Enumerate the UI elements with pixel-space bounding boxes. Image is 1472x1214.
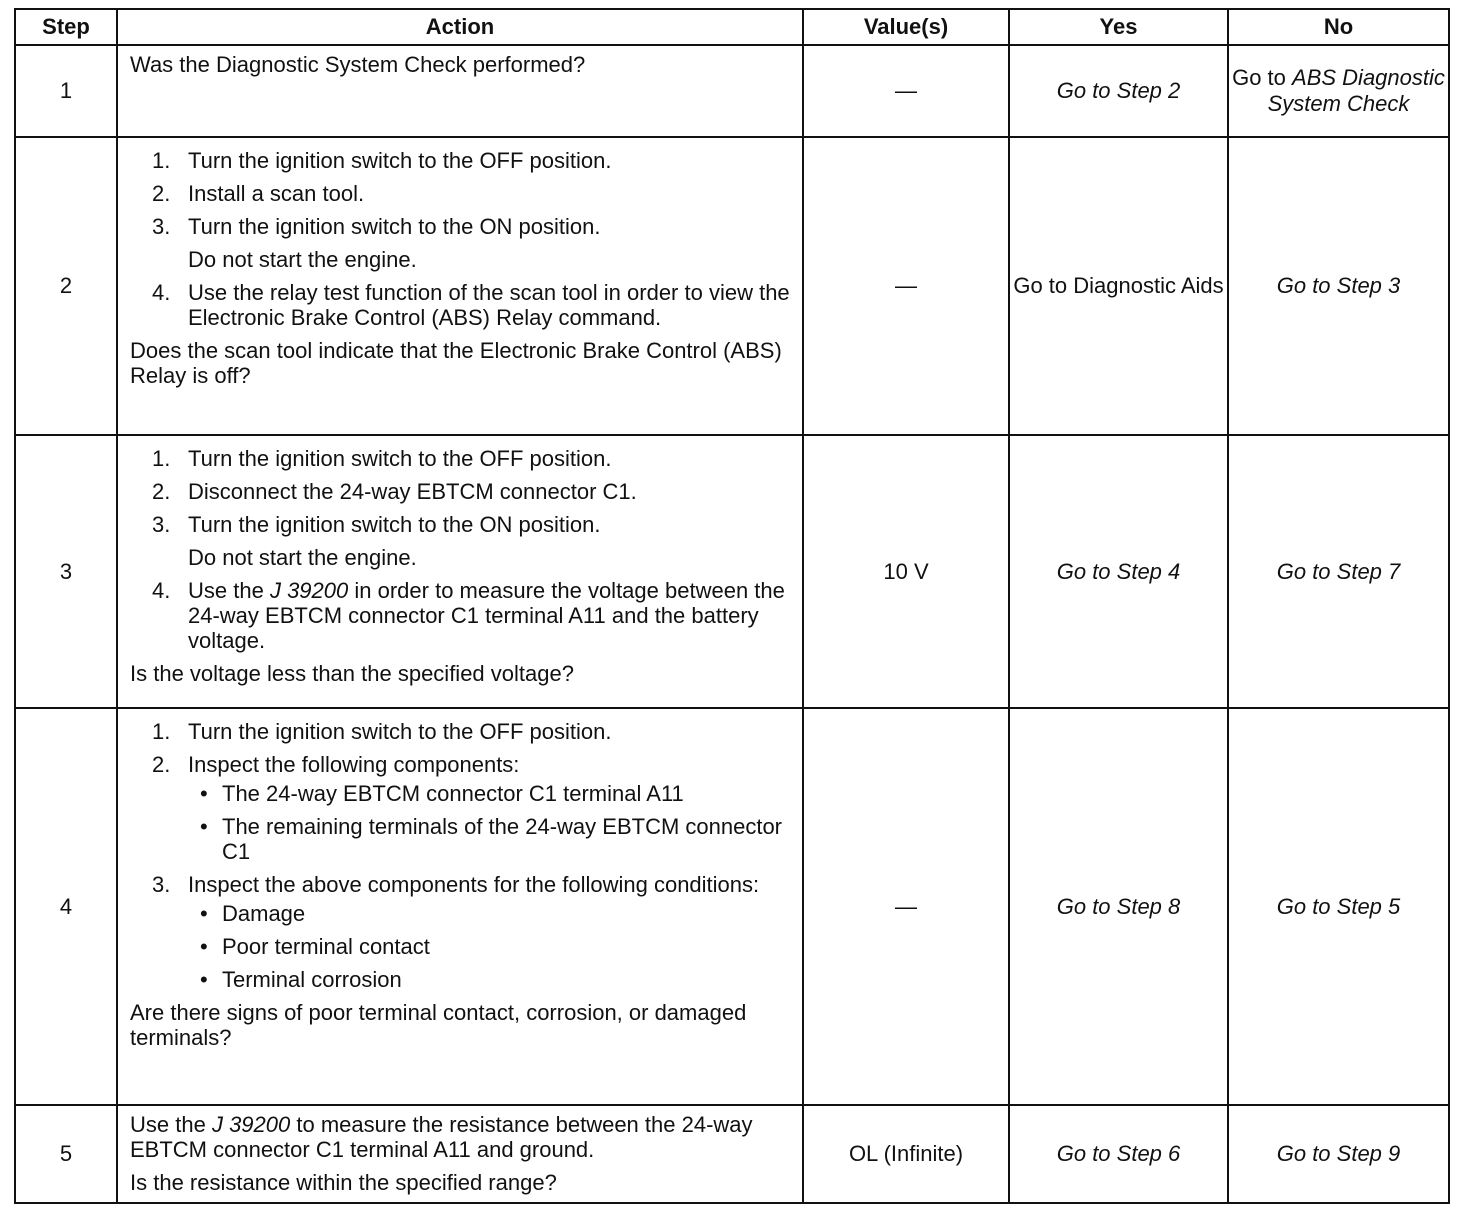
bullet-text: The remaining terminals of the 24-way EBTCM connector C1: [222, 814, 783, 864]
item-text: Inspect the above components for the following conditions:: [188, 872, 760, 897]
item-number: 1.: [152, 148, 171, 173]
bullet-text: Terminal corrosion: [222, 967, 402, 992]
item-note: Do not start the engine.: [188, 545, 417, 570]
bullet-item: [200, 781, 792, 806]
header-action: Action: [117, 9, 803, 45]
table-row-step-3: [15, 435, 1449, 708]
item-text: Turn the ignition switch to the OFF position.: [188, 719, 612, 744]
header-row: [15, 9, 1449, 45]
list-item: [152, 719, 792, 744]
item-number: 2.: [152, 479, 171, 504]
item-text: Use the relay test function of the scan tool in order to view the Electronic Brake Control (ABS) Relay command.: [188, 280, 790, 330]
diagnostic-table: [14, 8, 1450, 1204]
table-row-step-2: [15, 137, 1449, 435]
list-item: [152, 752, 792, 864]
action-cell: [117, 1105, 803, 1203]
action-cell: [117, 137, 803, 435]
list-item: [152, 872, 792, 992]
item-text: Turn the ignition switch to the OFF position.: [188, 148, 612, 173]
diagnostic-table-document: [14, 8, 1448, 1204]
no-cell: Go to Step 5: [1228, 708, 1449, 1105]
bullet-icon: •: [200, 934, 208, 959]
intro-pre: Use the: [130, 1112, 206, 1137]
header-yes: Yes: [1009, 9, 1228, 45]
action-cell: [117, 45, 803, 137]
no-cell: Go to Step 3: [1228, 137, 1449, 435]
no-cell: Go to Step 9: [1228, 1105, 1449, 1203]
item-number: 4.: [152, 280, 171, 305]
procedure-list: [130, 446, 792, 653]
value-cell: 10 V: [803, 435, 1009, 708]
bullet-text: Damage: [222, 901, 306, 926]
item-text-post: in order to measure the voltage between the 24-way EBTCM connector C1 terminal A11 and the battery voltage.: [188, 578, 785, 653]
value-cell: —: [803, 45, 1009, 137]
no-prefix: Go to: [1232, 65, 1286, 90]
step-number: 2: [15, 137, 117, 435]
item-text: Turn the ignition switch to the ON position.: [188, 512, 601, 537]
item-number: 3.: [152, 512, 171, 537]
bullet-item: [200, 934, 792, 959]
header-step: Step: [15, 9, 117, 45]
item-note: Do not start the engine.: [188, 247, 417, 272]
bullet-item: [200, 967, 792, 992]
yes-cell: Go to Diagnostic Aids: [1009, 137, 1228, 435]
list-item: [152, 181, 792, 206]
item-number: 2.: [152, 752, 171, 777]
table-row-step-4: [15, 708, 1449, 1105]
action-cell: [117, 708, 803, 1105]
bullet-icon: •: [200, 901, 208, 926]
tool-reference: J 39200: [269, 578, 349, 603]
tool-reference: J 39200: [211, 1112, 291, 1137]
value-cell: —: [803, 137, 1009, 435]
procedure-list: [130, 148, 792, 330]
item-text: Disconnect the 24-way EBTCM connector C1.: [188, 479, 637, 504]
action-question: Was the Diagnostic System Check performed?: [130, 52, 586, 77]
intro-post: to measure the resistance between the 24-way EBTCM connector C1 terminal A11 and ground.: [130, 1112, 753, 1162]
bullet-list: [188, 901, 792, 992]
no-reference: ABS Diagnostic System Check: [1267, 65, 1445, 116]
item-number: 3.: [152, 872, 171, 897]
header-no: No: [1228, 9, 1449, 45]
no-cell: Go to Step 7: [1228, 435, 1449, 708]
value-cell: OL (Infinite): [803, 1105, 1009, 1203]
value-cell: —: [803, 708, 1009, 1105]
bullet-text: Poor terminal contact: [222, 934, 430, 959]
no-cell: [1228, 45, 1449, 137]
step-number: 4: [15, 708, 117, 1105]
item-number: 4.: [152, 578, 171, 603]
item-text: Turn the ignition switch to the OFF position.: [188, 446, 612, 471]
item-number: 1.: [152, 446, 171, 471]
item-number: 2.: [152, 181, 171, 206]
step-number: 5: [15, 1105, 117, 1203]
bullet-icon: •: [200, 967, 208, 992]
action-question: Is the voltage less than the specified voltage?: [130, 661, 574, 686]
list-item: [152, 446, 792, 471]
bullet-item: [200, 814, 792, 864]
yes-cell: Go to Step 6: [1009, 1105, 1228, 1203]
table-row-step-1: [15, 45, 1449, 137]
action-question: Is the resistance within the specified range?: [130, 1170, 557, 1195]
list-item: [152, 214, 792, 272]
item-text: Inspect the following components:: [188, 752, 520, 777]
bullet-item: [200, 901, 792, 926]
header-values: Value(s): [803, 9, 1009, 45]
yes-cell: Go to Step 4: [1009, 435, 1228, 708]
action-cell: [117, 435, 803, 708]
item-text: Turn the ignition switch to the ON position.: [188, 214, 601, 239]
list-item: [152, 280, 792, 330]
step-number: 3: [15, 435, 117, 708]
procedure-list: [130, 719, 792, 992]
item-text: Install a scan tool.: [188, 181, 365, 206]
action-question: Does the scan tool indicate that the Electronic Brake Control (ABS) Relay is off?: [130, 338, 782, 388]
bullet-text: The 24-way EBTCM connector C1 terminal A11: [222, 781, 684, 806]
yes-cell: Go to Step 8: [1009, 708, 1228, 1105]
item-number: 1.: [152, 719, 171, 744]
list-item: [152, 512, 792, 570]
bullet-icon: •: [200, 781, 208, 806]
bullet-list: [188, 781, 792, 864]
yes-cell: Go to Step 2: [1009, 45, 1228, 137]
list-item: [152, 148, 792, 173]
table-row-step-5: [15, 1105, 1449, 1203]
item-text-pre: Use the: [188, 578, 264, 603]
bullet-icon: •: [200, 814, 208, 839]
list-item: [152, 578, 792, 653]
action-intro: [130, 1112, 792, 1162]
action-question: Are there signs of poor terminal contact, corrosion, or damaged terminals?: [130, 1000, 747, 1050]
list-item: [152, 479, 792, 504]
step-number: 1: [15, 45, 117, 137]
item-number: 3.: [152, 214, 171, 239]
